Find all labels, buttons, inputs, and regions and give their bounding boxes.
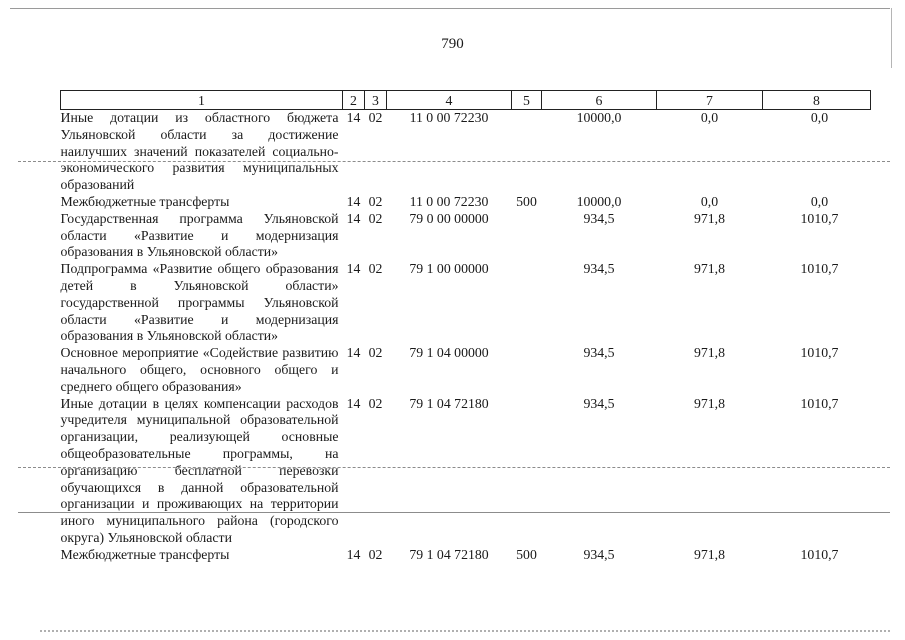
table-row xyxy=(61,345,871,395)
row-target-code: 79 1 04 72180 xyxy=(409,546,489,562)
row-section: 14 xyxy=(346,345,361,361)
table-row xyxy=(61,194,871,211)
table-row xyxy=(61,396,871,547)
row-target-code: 79 1 04 72180 xyxy=(409,395,489,411)
row-value-8: 0,0 xyxy=(810,110,829,125)
row-section: 14 xyxy=(346,546,361,562)
row-subsection: 02 xyxy=(368,546,383,562)
row-subsection: 02 xyxy=(368,193,383,209)
row-name: Иные дотации из областного бюджета Ульяновской области за достижение наилучших значений показателей социально-экономического развития муниципальных образований xyxy=(60,110,339,193)
header-col-8: 8 xyxy=(763,91,871,110)
row-section: 14 xyxy=(346,395,361,411)
row-value-7: 0,0 xyxy=(700,193,719,209)
header-col-1: 1 xyxy=(61,91,343,110)
row-value-6: 10000,0 xyxy=(576,110,622,125)
row-name: Основное мероприятие «Содействие развитию начального общего, основного общего и среднего общего образования» xyxy=(60,345,339,394)
row-name: Межбюджетные трансферты xyxy=(60,193,230,209)
row-value-6: 934,5 xyxy=(583,345,615,361)
scan-edge-bottom xyxy=(40,630,890,632)
header-col-3: 3 xyxy=(365,91,387,110)
row-section: 14 xyxy=(346,210,361,226)
table-header xyxy=(61,91,871,110)
table-row xyxy=(61,211,871,261)
row-value-6: 934,5 xyxy=(583,395,615,411)
row-value-7: 971,8 xyxy=(693,395,726,411)
scan-line xyxy=(18,161,890,162)
table-row xyxy=(61,261,871,345)
header-col-6: 6 xyxy=(542,91,657,110)
row-value-8: 1010,7 xyxy=(800,395,839,411)
row-expense-type xyxy=(512,396,542,547)
row-expense-type: 500 xyxy=(516,193,537,209)
row-value-7: 971,8 xyxy=(693,546,726,562)
row-value-7: 971,8 xyxy=(693,261,726,277)
row-value-6: 934,5 xyxy=(583,261,615,277)
row-value-8: 1010,7 xyxy=(800,546,839,562)
row-expense-type xyxy=(512,345,542,395)
row-section: 14 xyxy=(346,193,361,209)
row-name: Государственная программа Ульяновской области «Развитие и модернизация образования в Ульяновской области» xyxy=(60,210,339,260)
header-col-4: 4 xyxy=(387,91,512,110)
row-value-8: 1010,7 xyxy=(800,261,839,277)
row-name: Межбюджетные трансферты xyxy=(60,546,230,562)
row-value-7: 971,8 xyxy=(693,210,726,226)
row-subsection: 02 xyxy=(368,345,383,361)
row-name: Подпрограмма «Развитие общего образования детей в Ульяновской области» государственной программы Ульяновской области «Развитие и модернизация образования в Ульяновской области» xyxy=(60,261,339,344)
row-target-code: 11 0 00 72230 xyxy=(409,110,489,125)
header-col-5: 5 xyxy=(512,91,542,110)
table-row xyxy=(61,110,871,194)
row-target-code: 79 1 00 00000 xyxy=(409,261,489,277)
row-expense-type xyxy=(512,110,542,194)
scan-line xyxy=(18,467,890,468)
row-target-code: 11 0 00 72230 xyxy=(409,193,489,209)
header-col-2: 2 xyxy=(343,91,365,110)
row-value-6: 10000,0 xyxy=(576,193,622,209)
row-expense-type xyxy=(512,261,542,345)
header-row xyxy=(61,91,871,110)
row-value-7: 971,8 xyxy=(693,345,726,361)
row-expense-type xyxy=(512,211,542,261)
row-value-7: 0,0 xyxy=(700,110,719,125)
row-target-code: 79 0 00 00000 xyxy=(409,210,489,226)
row-value-6: 934,5 xyxy=(583,210,615,226)
page-number: 790 xyxy=(441,36,464,52)
header-col-7: 7 xyxy=(657,91,763,110)
row-subsection: 02 xyxy=(368,110,383,125)
scan-edge-top xyxy=(10,8,890,9)
row-subsection: 02 xyxy=(368,395,383,411)
row-target-code: 79 1 04 00000 xyxy=(409,345,489,361)
row-value-8: 1010,7 xyxy=(800,345,839,361)
table-row xyxy=(61,547,871,564)
row-name: Иные дотации в целях компенсации расходов учредителя муниципальной образовательной организации, реализующей основные общеобразовательные программы, на организацию бесплатной перевозки обучающихся в данной образовательной организации и проживающих на территории иного муниципального района (городского округа) Ульяновской области xyxy=(60,395,339,545)
row-value-8: 0,0 xyxy=(810,193,829,209)
row-expense-type: 500 xyxy=(516,546,537,562)
row-subsection: 02 xyxy=(368,261,383,277)
row-section: 14 xyxy=(346,110,361,125)
scan-line xyxy=(18,512,890,513)
row-value-6: 934,5 xyxy=(583,546,615,562)
table-body xyxy=(61,110,871,564)
row-subsection: 02 xyxy=(368,210,383,226)
row-section: 14 xyxy=(346,261,361,277)
row-value-8: 1010,7 xyxy=(800,210,839,226)
